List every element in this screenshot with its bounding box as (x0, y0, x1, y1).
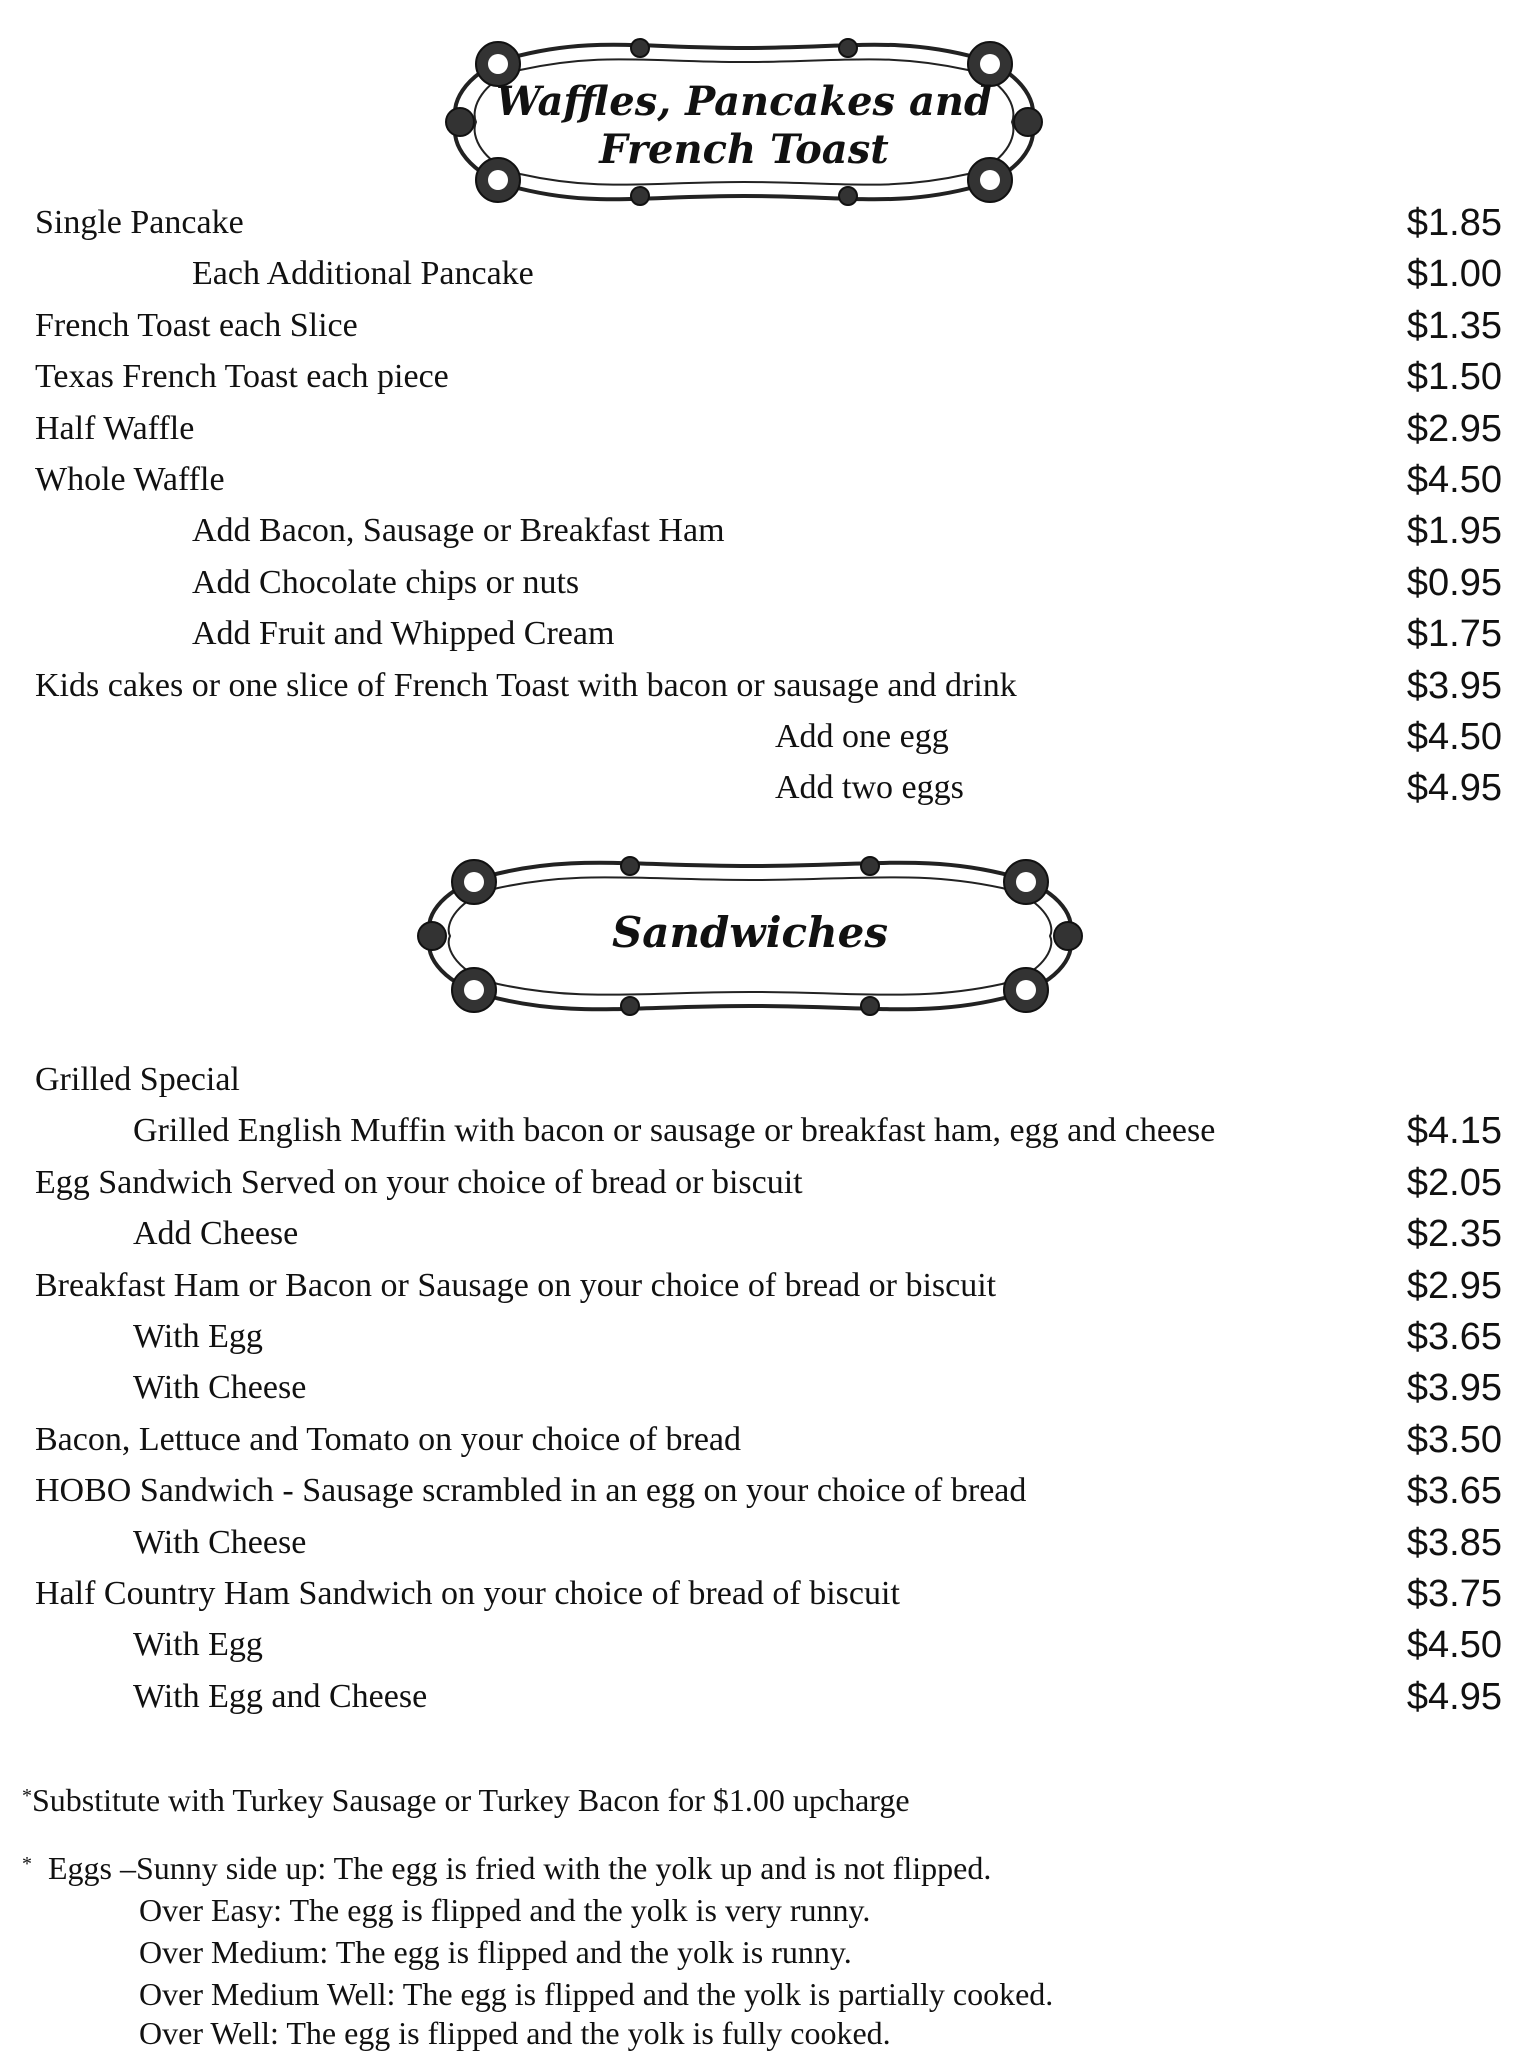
menu-item-row (0, 608, 1533, 660)
menu-item-price: $4.50 (1406, 1624, 1502, 1667)
menu-item-row (0, 454, 1533, 506)
menu-item-row (0, 403, 1533, 455)
note-text: Eggs –Sunny side up: The egg is fried with the yolk up and is not flipped. (48, 1850, 992, 1886)
menu-item-row (0, 1671, 1533, 1723)
menu-item-row (0, 1260, 1533, 1312)
menu-item-row (0, 1568, 1533, 1620)
menu-item-label: Half Waffle (35, 409, 195, 447)
menu-item-row (0, 1465, 1533, 1517)
menu-item-row (0, 1362, 1533, 1414)
menu-item-label: HOBO Sandwich - Sausage scrambled in an egg on your choice of bread (35, 1472, 1027, 1510)
menu-item-label: Add Chocolate chips or nuts (192, 563, 580, 601)
menu-item-row (0, 1619, 1533, 1671)
menu-item-row (0, 1157, 1533, 1209)
substitute-note (22, 1780, 910, 1820)
menu-item-label: Kids cakes or one slice of French Toast with bacon or sausage and drink (35, 666, 1017, 704)
menu-item-label: Half Country Ham Sandwich on your choice of bread of biscuit (35, 1575, 900, 1612)
menu-item-label: Single Pancake (35, 204, 244, 241)
menu-item-price: $4.15 (1406, 1110, 1502, 1153)
menu-item-label: With Cheese (133, 1369, 307, 1407)
waffles-banner (440, 18, 1048, 226)
menu-item-label: Add two eggs (775, 769, 964, 807)
menu-item-price: $4.50 (1406, 459, 1502, 501)
menu-item-price: $0.95 (1406, 561, 1502, 604)
menu-item-price: $1.00 (1406, 253, 1502, 296)
menu-item-price: $1.75 (1406, 613, 1502, 656)
menu-item-price: $2.95 (1406, 1264, 1502, 1307)
section-title (440, 78, 1048, 174)
menu-item-price: $3.95 (1406, 664, 1502, 707)
section-title (410, 908, 1090, 958)
menu-item-price: $3.65 (1406, 1470, 1502, 1513)
section-title-line: Waffles, Pancakes and (496, 78, 992, 125)
menu-item-row (0, 1105, 1533, 1157)
menu-item-row (0, 1517, 1533, 1569)
menu-item-row (0, 660, 1533, 712)
eggs-note (22, 1848, 991, 1888)
menu-item-label: Grilled English Muffin with bacon or sausage or breakfast ham, egg and cheese (133, 1112, 1216, 1150)
menu-item-price: $4.95 (1406, 1675, 1502, 1718)
menu-item-price: $2.05 (1406, 1161, 1502, 1204)
menu-item-label: With Egg (133, 1626, 263, 1664)
eggs-note-line: Over Medium: The egg is flipped and the yolk is runny. (139, 1934, 852, 1970)
menu-item-price: $4.50 (1406, 716, 1502, 758)
eggs-note-line: Over Medium Well: The egg is flipped and the yolk is partially cooked. (139, 1976, 1054, 2012)
menu-item-label: Whole Waffle (35, 461, 225, 498)
menu-item-row (0, 1208, 1533, 1260)
menu-item-price: $3.95 (1406, 1367, 1502, 1410)
menu-item-row (0, 711, 1533, 763)
menu-item-label: Texas French Toast each piece (35, 358, 449, 396)
menu-item-row (0, 197, 1533, 249)
menu-item-label: Add one egg (775, 718, 949, 755)
menu-item-price: $3.75 (1406, 1573, 1502, 1615)
menu-item-price: $1.85 (1406, 202, 1502, 244)
eggs-note-line: Over Easy: The egg is flipped and the yolk is very runny. (139, 1892, 871, 1928)
menu-item-row (0, 300, 1533, 352)
menu-item-label: Bacon, Lettuce and Tomato on your choice of bread (35, 1420, 742, 1458)
menu-item-row (0, 1311, 1533, 1363)
menu-item-price: $3.65 (1406, 1316, 1502, 1358)
eggs-note-line: Over Well: The egg is flipped and the yolk is fully cooked. (139, 2015, 891, 2051)
sandwiches-banner (410, 838, 1090, 1034)
menu-item-row (0, 505, 1533, 557)
menu-item-label: With Egg (133, 1318, 263, 1355)
menu-item-price: $1.35 (1406, 304, 1502, 347)
menu-item-label: With Egg and Cheese (133, 1677, 428, 1715)
menu-item-row (0, 557, 1533, 609)
menu-item-label: Add Bacon, Sausage or Breakfast Ham (192, 512, 725, 550)
menu-item-row (0, 1414, 1533, 1466)
menu-item-price: $2.35 (1406, 1213, 1502, 1256)
section-title-line: Sandwiches (611, 908, 889, 957)
menu-item-row (0, 1054, 1533, 1106)
menu-item-label: French Toast each Slice (35, 306, 358, 344)
menu-item-label: Add Fruit and Whipped Cream (192, 615, 615, 653)
menu-item-price: $1.95 (1406, 510, 1502, 553)
menu-item-row (0, 351, 1533, 403)
asterisk: * (22, 1853, 32, 1875)
menu-item-price: $2.95 (1406, 407, 1502, 450)
asterisk: * (22, 1785, 32, 1807)
menu-item-price: $3.50 (1406, 1418, 1502, 1461)
note-text: Substitute with Turkey Sausage or Turkey Bacon for $1.00 upcharge (32, 1782, 910, 1818)
menu-item-price: $1.50 (1406, 356, 1502, 399)
menu-item-label: Egg Sandwich Served on your choice of bread or biscuit (35, 1163, 803, 1201)
section-title-line: French Toast (599, 126, 889, 173)
menu-item-label: Add Cheese (133, 1215, 299, 1253)
menu-item-price: $4.95 (1406, 767, 1502, 810)
menu-item-price: $3.85 (1406, 1521, 1502, 1564)
menu-item-label: Grilled Special (35, 1061, 240, 1098)
menu-item-row (0, 248, 1533, 300)
menu-item-label: Each Additional Pancake (192, 255, 534, 293)
menu-item-row (0, 762, 1533, 814)
menu-item-label: With Cheese (133, 1523, 307, 1561)
menu-item-label: Breakfast Ham or Bacon or Sausage on your choice of bread or biscuit (35, 1266, 997, 1304)
